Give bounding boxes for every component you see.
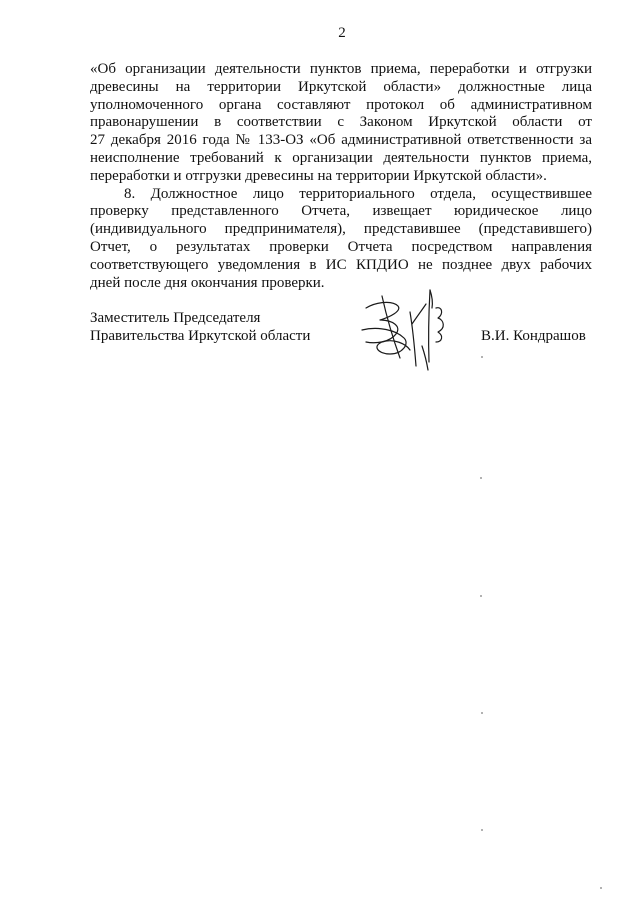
text-line: дней после дня окончания проверки. [90, 274, 325, 291]
text-line: проверку представленного Отчета, извещает юридическое лицо [90, 203, 592, 220]
text-line: соответствующего уведомления в ИС КПДИО не позднее двух рабочих [90, 256, 592, 273]
text-line: переработки и отгрузки древесины на территории Иркутской области». [90, 167, 547, 184]
scan-speck [480, 477, 482, 479]
text-line: (индивидуального предпринимателя), представившее (представившего) [90, 221, 592, 238]
text-line: 27 декабря 2016 года № 133-ОЗ «Об административной ответственности за [90, 132, 592, 149]
handwritten-signature [352, 284, 452, 374]
text-line: древесины на территории Иркутской области» должностные лица [90, 78, 592, 95]
paragraph [90, 61, 592, 186]
scan-speck [481, 712, 483, 714]
position-line: Правительства Иркутской области [90, 328, 311, 344]
scan-speck [481, 829, 483, 831]
text-line: уполномоченного органа составляют протокол об административном [90, 96, 592, 113]
scan-speck [481, 356, 483, 358]
document-body [90, 61, 592, 292]
text-line: неисполнение требований к организации деятельности пунктов приема, [90, 149, 592, 166]
text-line: «Об организации деятельности пунктов приема, переработки и отгрузки [90, 61, 592, 77]
text-line: Отчет, о результатах проверки Отчета посредством направления [90, 238, 592, 255]
scan-speck [480, 595, 482, 597]
paragraph-8 [90, 186, 592, 293]
text-line: 8. Должностное лицо территориального отдела, осуществившее [124, 185, 592, 202]
text-line: правонарушении в соответствии с Законом Иркутской области от [90, 114, 592, 131]
scan-speck [600, 887, 602, 889]
signatory-name: В.И. Кондрашов [481, 328, 586, 344]
signatory-position [90, 309, 310, 345]
page-number: 2 [338, 25, 346, 41]
position-line: Заместитель Председателя [90, 310, 261, 326]
